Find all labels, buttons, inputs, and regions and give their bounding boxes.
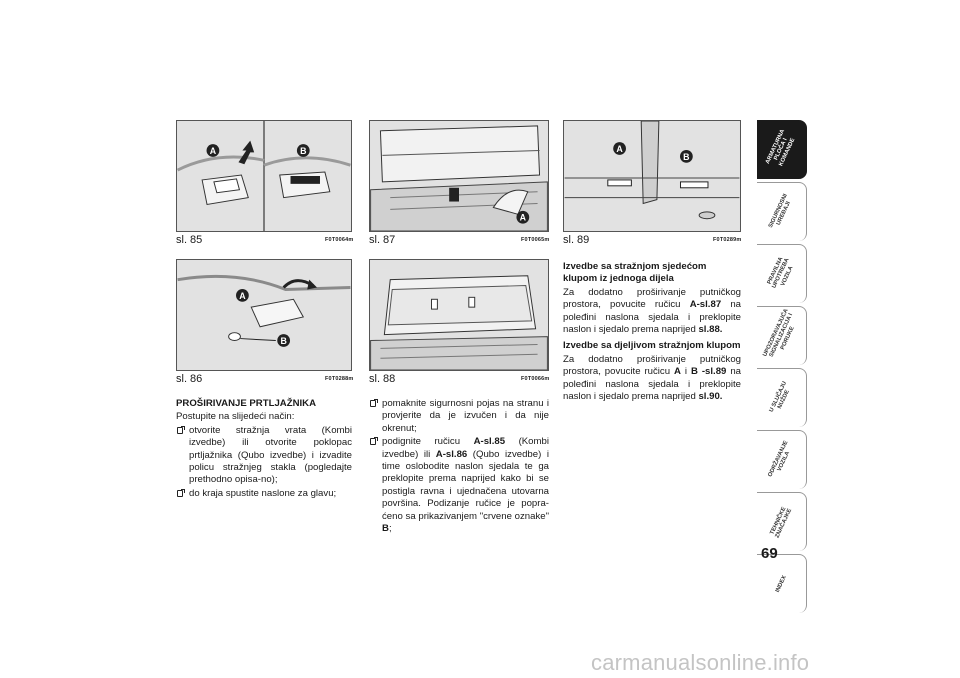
checkbox-bullet-icon [370,438,376,445]
chapter-tabs [757,120,807,616]
subheading-single-bench: Izvedbe sa stražnjom sjedećom klupom iz jednoga dijela [563,261,707,285]
figure-86-caption: sl. 86 [176,373,203,385]
checkbox-bullet-icon [370,400,376,407]
figure-85-code: F0T0064m [325,237,354,243]
tab-tehnicke-znacajke[interactable] [757,492,807,551]
bullet-item [369,398,549,435]
tab-armaturna-ploca[interactable] [757,120,807,179]
figure-89 [563,120,741,232]
figure-86-illustration [177,260,351,370]
watermark: carmanualsonline.info [591,650,810,675]
page-number: 69 [761,545,778,562]
figure-87-callout-a: A [519,212,527,223]
intro-text: Postupite na slijedeći način: [176,411,295,423]
figure-86 [176,259,352,371]
tab-label: TEHNIČKE ZNAČAJKE [769,505,794,539]
label-reference: B [382,523,389,535]
figure-89-illustration [564,121,740,231]
subheading-split-bench: Izvedbe sa djeljivom stražnjom klupom [563,340,741,352]
paragraph-single-bench: Za dodatno proširivanje putničkog prostora, povucite ručicu A-sl.87 na poleđini naslona sjedala i preklopite naslon i sjedalo prema naprijed sl.88. [563,286,741,336]
figure-87-illustration [370,121,548,231]
section-heading: PROŠIRIVANJE PRTLJAŽNIKA [176,398,317,409]
column-1 [176,398,352,501]
tab-label: INDEX [774,574,788,594]
bullet-text: podignite ručicu A-sl.85 (Kombi izvedbe) ili A-sl.86 (Qubo izvedbe) i time oslobodite naslon sjedala te ga preklopite prema naprijed kako bi se postigla ravna i ujednačena utovarna površina. Podizanje ručice je popra-ćeno sa prikazivanjem "crvene oznake" B; [382,436,549,535]
tab-label: PRAVILNA UPOTREBA VOZILA [766,256,795,290]
figure-89-caption: sl. 89 [563,234,590,246]
figure-reference: A-sl.85 [473,436,506,448]
bullet-item [176,425,352,487]
checkbox-bullet-icon [177,427,183,434]
figure-88-code: F0T0066m [521,376,550,382]
tab-pravilna-upotreba[interactable] [757,244,807,303]
figure-reference: A-sl.86 [435,448,468,460]
figure-88-illustration [370,260,548,370]
figure-85-callout-a: A [209,145,217,156]
tab-label: SIGURNOSNI UREĐAJI [767,192,793,229]
tab-label: U SLUČAJU NUŽDE [768,380,792,413]
tab-u-slucaju-nuzde[interactable] [757,368,807,427]
paragraph-split-bench: Za dodatno proširivanje putničkog prostora, povucite ručicu A i B -sl.89 na poleđini naslona sjedala i preklopite naslon i sjedalo prema naprijed sl.90. [563,353,741,403]
tab-label: ODRŽAVANJE VOZILA [767,439,792,478]
figure-87 [369,120,549,232]
tab-upozoravajuca-signalizacija[interactable] [757,306,807,365]
figure-86-callout-b: B [280,335,287,346]
bullet-text: do kraja spustite naslone za glavu; [189,487,337,499]
figure-89-code: F0T0289m [713,237,742,243]
figure-85-illustration [177,121,351,231]
figure-87-code: F0T0065m [521,237,550,243]
tab-sigurnosni-uredaji[interactable] [757,182,807,241]
column-3 [563,261,741,407]
column-2 [369,398,549,536]
bullet-text: otvorite stražnja vrata (Kombi izvedbe) ili otvorite poklopac prtljažnika (Qubo izvedbe) i izvadite policu stražnjeg stakla (pogledajte prethodno opisa-no); [189,424,352,486]
checkbox-bullet-icon [177,490,183,497]
figure-89-callout-a: A [616,143,623,154]
figure-85 [176,120,352,232]
bullet-text: pomaknite sigurnosni pojas na stranu i provjerite da je izvučen i da nije okrenut; [382,398,549,434]
bullet-item [176,488,352,500]
tab-label: ARMATURNA PLOČA I KOMANDE [764,129,797,168]
figure-85-caption: sl. 85 [176,234,203,246]
figure-86-callout-a: A [239,290,246,301]
figure-86-code: F0T0288m [325,376,354,382]
tab-label: UPOZORAVAJUĆA SIGNALIZACIJA I PORUKE [761,308,796,359]
figure-85-callout-b: B [300,145,307,156]
figure-87-caption: sl. 87 [369,234,396,246]
figure-88-caption: sl. 88 [369,373,396,385]
tab-odrzavanje-vozila[interactable] [757,430,807,489]
figure-88 [369,259,549,371]
figure-89-callout-b: B [683,151,690,162]
bullet-item [369,436,549,535]
tab-index[interactable] [757,554,807,613]
